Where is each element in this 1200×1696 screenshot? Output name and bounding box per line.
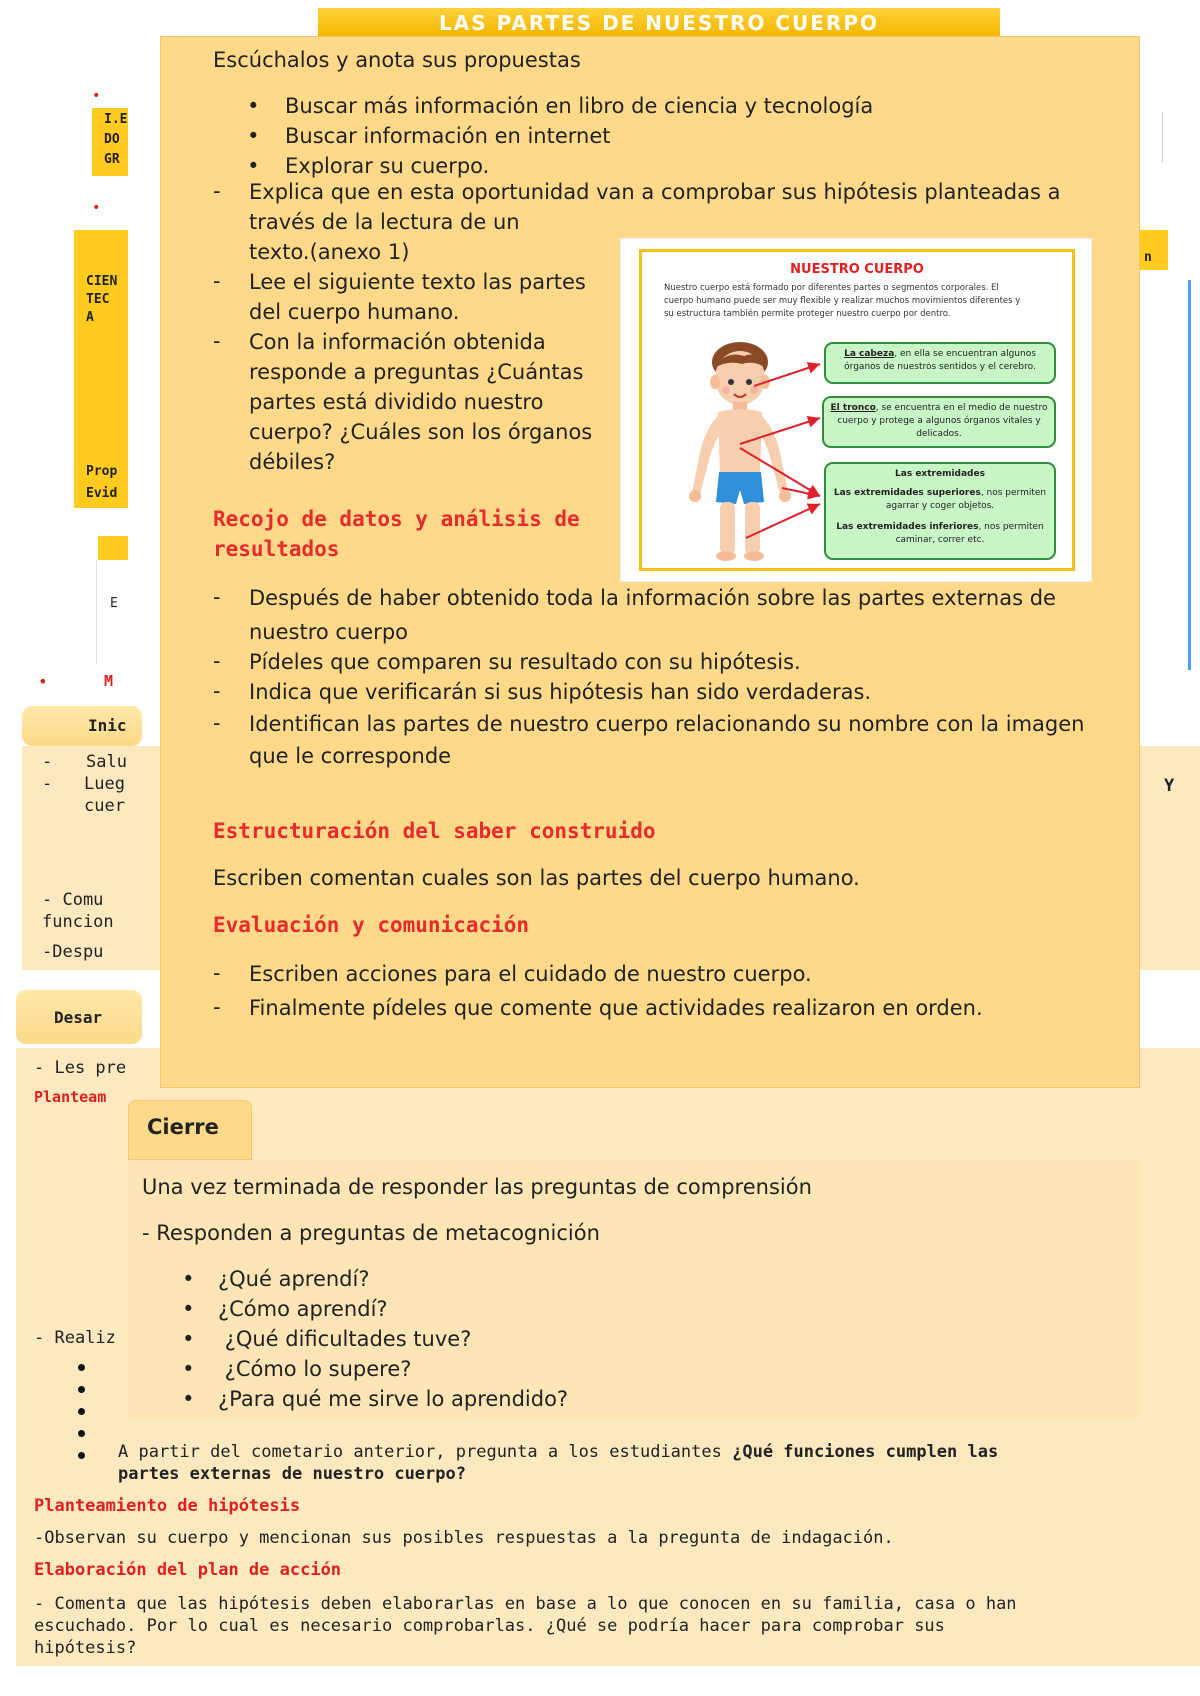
bg-divider (1162, 112, 1163, 162)
bg-fragment: Planteam (34, 1088, 107, 1106)
explica-text: Explica que en esta oportunidad van a comprobar sus hipótesis planteadas a (249, 180, 1061, 204)
label-tronco-bold: El tronco (830, 403, 876, 413)
info-text: Con la información obtenida (249, 330, 546, 354)
dash-icon: - (213, 585, 221, 609)
plan-text-1: - Comenta que las hipótesis deben elaborarlas en base a lo que conocen en su familia, casa o han (34, 1594, 1017, 1614)
info-text: partes está dividido nuestro (249, 390, 544, 414)
bg-fragment: - Comu (42, 890, 104, 910)
question-line (118, 1442, 998, 1462)
label-cabeza-text: , en ella se encuentran algunos órganos de nuestros sentidos y el cerebro. (844, 349, 1036, 372)
label-inferiores-text: , nos permiten caminar, correr etc. (895, 522, 1044, 545)
label-superiores (832, 487, 1048, 513)
bg-fragment: CIEN (86, 274, 118, 289)
heading-hipotesis: Planteamiento de hipótesis (34, 1496, 301, 1516)
info-text: débiles? (249, 450, 336, 474)
dash-icon: - (213, 269, 221, 293)
dash-icon: - (213, 179, 221, 203)
bg-fragment: - Les pre (34, 1058, 127, 1078)
section-body-cierre (128, 1160, 1140, 1420)
arrow-superiores-2 (740, 448, 820, 496)
cierre-line: - Responden a preguntas de metacognición (142, 1221, 600, 1245)
label-cabeza (824, 342, 1056, 384)
proposal-item: Buscar información en internet (285, 124, 611, 148)
despues-text: Después de haber obtenido toda la información sobre las partes externas de (249, 586, 1056, 610)
identifican-text: Identifican las partes de nuestro cuerpo relacionando su nombre con la imagen (249, 712, 1085, 736)
heading-recojo: resultados (213, 537, 340, 561)
bullet-icon: • (182, 1357, 195, 1381)
metacognition-question: ¿Cómo lo supere? (218, 1357, 412, 1381)
label-tronco (822, 396, 1056, 448)
bg-dash: - (42, 752, 53, 772)
bg-fragment: -Despu (42, 942, 104, 962)
metacognition-question: ¿Para qué me sirve lo aprendido? (218, 1387, 569, 1411)
label-inferiores (832, 521, 1048, 547)
label-tronco-text: , se encuentra en el medio de nuestro cuerpo y protege a algunos órganos vitales y delicados. (837, 403, 1048, 439)
dash-icon: - (213, 711, 221, 735)
label-inferiores-bold: Las extremidades inferiores (836, 522, 979, 532)
bg-fragment: M (104, 672, 114, 690)
bullet-icon: • (182, 1327, 195, 1351)
question-line-2: partes externas de nuestro cuerpo? (118, 1464, 466, 1484)
info-text: cuerpo? ¿Cuáles son los órganos (249, 420, 593, 444)
dash-icon: - (213, 995, 221, 1019)
arrow-cabeza (754, 364, 820, 386)
bg-bullet-dot (78, 1364, 85, 1371)
bg-fragment: Evid (86, 486, 118, 501)
bg-fragment: DO (104, 132, 120, 147)
explica-text: texto.(anexo 1) (249, 240, 410, 264)
section-tab-cierre (128, 1100, 252, 1160)
plan-text-3: hipótesis? (34, 1638, 137, 1658)
bg-fragment: Inic (88, 716, 127, 735)
bg-fragment: funcion (42, 912, 114, 932)
lee-text: Lee el siguiente texto las partes (249, 270, 586, 294)
heading-plan: Elaboración del plan de acción (34, 1560, 342, 1580)
bg-bullet-dot (78, 1452, 85, 1459)
cierre-title: Cierre (147, 1115, 219, 1139)
bg-divider (1188, 280, 1191, 670)
info-block-small (98, 536, 128, 560)
body-parts-figure (620, 238, 1092, 582)
bg-fragment: E (110, 596, 118, 611)
despues-text: nuestro cuerpo (249, 620, 408, 644)
label-extremidades (824, 462, 1056, 560)
bg-bullet: • (92, 200, 101, 216)
figure-intro-line: su estructura también permite proteger nuestro cuerpo por dentro. (664, 309, 951, 319)
question-text: A partir del cometario anterior, pregunta a los estudiantes (118, 1442, 722, 1462)
bg-divider (96, 560, 97, 664)
bg-fragment: TEC (86, 292, 110, 307)
bg-fragment: Lueg (84, 774, 125, 794)
plan-text-2: escuchado. Por lo cual es necesario comprobarlas. ¿Qué se podría hacer para comprobar sus (34, 1616, 945, 1636)
arrow-tronco (740, 418, 820, 444)
dash-icon: - (213, 649, 221, 673)
figure-title: NUESTRO CUERPO (790, 262, 924, 277)
bg-fragment: cuer (84, 796, 125, 816)
proposal-item: Explorar su cuerpo. (285, 154, 490, 178)
acciones-text: Escriben acciones para el cuidado de nuestro cuerpo. (249, 962, 812, 986)
document-title-banner: LAS PARTES DE NUESTRO CUERPO (318, 8, 1000, 36)
bullet-icon: • (247, 124, 260, 148)
figure-frame (639, 249, 1075, 571)
bg-fragment: A (86, 310, 94, 325)
info-text: responde a preguntas ¿Cuántas (249, 360, 584, 384)
label-superiores-text: , nos permiten agarrar y coger objetos. (885, 488, 1047, 511)
bg-fragment: I.E (104, 112, 128, 127)
bg-dash: - (42, 774, 53, 794)
intro-text: Escúchalos y anota sus propuestas (213, 48, 581, 72)
bg-fragment: GR (104, 152, 120, 167)
hipotesis-text: -Observan su cuerpo y mencionan sus posibles respuestas a la pregunta de indagación. (34, 1528, 894, 1548)
pideles-text: Pídeles que comparen su resultado con su hipótesis. (249, 650, 801, 674)
metacognition-question: ¿Qué dificultades tuve? (218, 1327, 472, 1351)
heading-evaluacion: Evaluación y comunicación (213, 913, 530, 937)
bullet-icon: • (247, 154, 260, 178)
label-superiores-bold: Las extremidades superiores (833, 488, 981, 498)
bg-fragment: Prop (86, 464, 118, 479)
metacognition-question: ¿Cómo aprendí? (218, 1297, 388, 1321)
bg-fragment: Y (1164, 776, 1175, 796)
bullet-icon: • (247, 94, 260, 118)
explica-text: través de la lectura de un (249, 210, 520, 234)
indica-text: Indica que verificarán si sus hipótesis han sido verdaderas. (249, 680, 872, 704)
bullet-icon: • (182, 1267, 195, 1291)
bg-bullet-dot (78, 1408, 85, 1415)
bg-bullet: • (92, 88, 101, 104)
bg-bullet-dot (78, 1386, 85, 1393)
arrow-inferiores (746, 504, 820, 538)
escriben-text: Escriben comentan cuales son las partes del cuerpo humano. (213, 866, 860, 890)
bg-fragment: - Realiz (34, 1328, 116, 1348)
bg-bullet-dot (78, 1430, 85, 1437)
figure-intro-line: Nuestro cuerpo está formado por diferentes partes o segmentos corporales. El (664, 283, 999, 293)
finalmente-text: Finalmente pídeles que comente que actividades realizaron en orden. (249, 996, 983, 1020)
dash-icon: - (213, 679, 221, 703)
label-extremidades-title: Las extremidades (895, 469, 985, 479)
bg-fragment: Desar (54, 1008, 103, 1027)
lee-text: del cuerpo humano. (249, 300, 460, 324)
cierre-line: Una vez terminada de responder las preguntas de comprensión (142, 1175, 812, 1199)
bg-fragment: Salu (86, 752, 127, 772)
bullet-icon: • (182, 1297, 195, 1321)
label-cabeza-bold: La cabeza (844, 349, 895, 359)
proposal-item: Buscar más información en libro de ciencia y tecnología (285, 94, 874, 118)
dash-icon: - (213, 329, 221, 353)
heading-recojo: Recojo de datos y análisis de (213, 507, 580, 531)
bullet-icon: • (182, 1387, 195, 1411)
question-bold-text: ¿Qué funciones cumplen las (732, 1442, 999, 1462)
figure-intro-line: cuerpo humano puede ser muy flexible y realizar muchos movimientos diferentes y (664, 296, 1021, 306)
metacognition-question: ¿Qué aprendí? (218, 1267, 370, 1291)
bg-bullet: • (38, 672, 48, 691)
dash-icon: - (213, 961, 221, 985)
heading-estructuracion: Estructuración del saber construido (213, 819, 656, 843)
identifican-text: que le corresponde (249, 744, 452, 768)
bg-fragment: n (1144, 250, 1152, 265)
